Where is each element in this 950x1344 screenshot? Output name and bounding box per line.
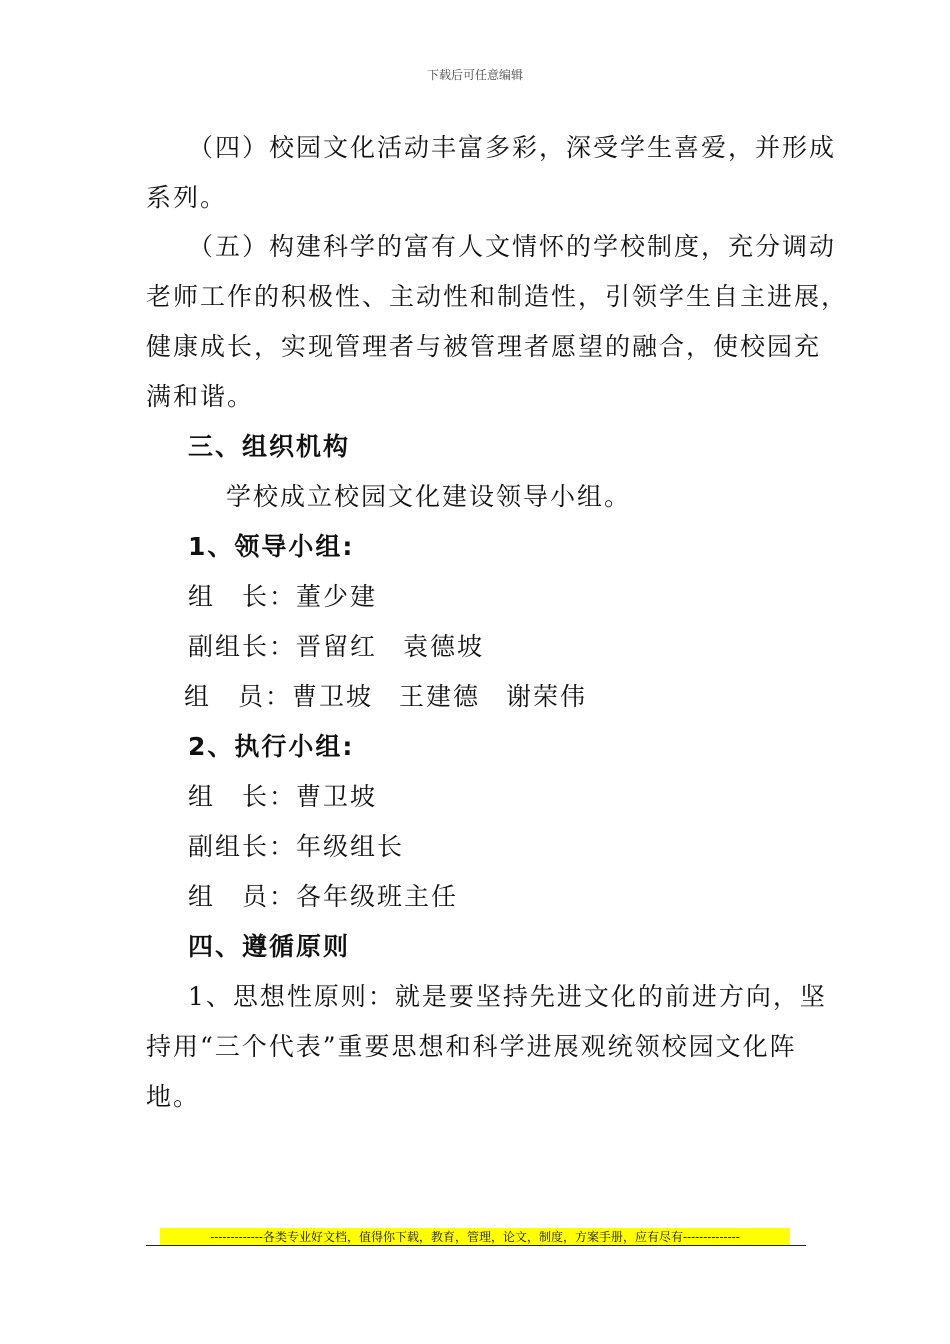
section-3-heading: 三、组织机构 [188,432,351,461]
paragraph-5-line-4: 满和谐。 [146,382,255,411]
vice-leader-label: 副组长： [188,632,297,661]
paragraph-5-line-3: 健康成长，实现管理者与被管理者愿望的融合，使校园充 [146,332,822,361]
exec-group-leader: 组 长：曹卫坡 [188,782,378,811]
footer-divider [146,1245,806,1246]
section-3-intro: 学校成立校园文化建设领导小组。 [226,482,632,511]
principle-1-line-2: 持用“三个代表”重要思想和科学进展观统领校园文化阵 [146,1032,797,1061]
member-name: 曹卫坡 [292,682,374,711]
leader-group-heading: 1、领导小组: [188,532,355,561]
paragraph-4-line-1: （四）校园文化活动丰富多彩，深受学生喜爱，并形成 [188,133,837,162]
leader-group-vice-leaders [188,631,868,663]
member-name: 王建德 [399,682,481,711]
principle-1-line-3: 地。 [146,1082,201,1111]
paragraph-5-line-2: 老师工作的积极性、主动性和制造性，引领学生自主进展， [146,282,849,311]
section-4-heading: 四、遵循原则 [188,932,351,961]
leader-group-leader: 组 长：董少建 [188,582,378,611]
exec-group-members: 组 员：各年级班主任 [188,882,459,911]
footer-banner: -------------各类专业好文档，值得你下载，教育，管理，论文，制度，方案手册，应有尽有-------------- [160,1228,790,1246]
page-header: 下载后可任意编辑 [426,68,523,82]
leader-group-members [184,681,864,713]
principle-1-line-1: 1、思想性原则：就是要坚持先进文化的前进方向，坚 [188,982,827,1011]
vice-leader-name: 袁德坡 [403,632,485,661]
members-label: 组 员： [184,682,293,711]
exec-group-heading: 2、执行小组: [188,732,355,761]
paragraph-4-line-2: 系列。 [146,183,228,212]
paragraph-5-line-1: （五）构建科学的富有人文情怀的学校制度，充分调动 [188,232,837,261]
vice-leader-name: 晋留红 [296,632,378,661]
exec-group-vice-leader: 副组长：年级组长 [188,832,405,861]
member-name: 谢荣伟 [506,682,588,711]
